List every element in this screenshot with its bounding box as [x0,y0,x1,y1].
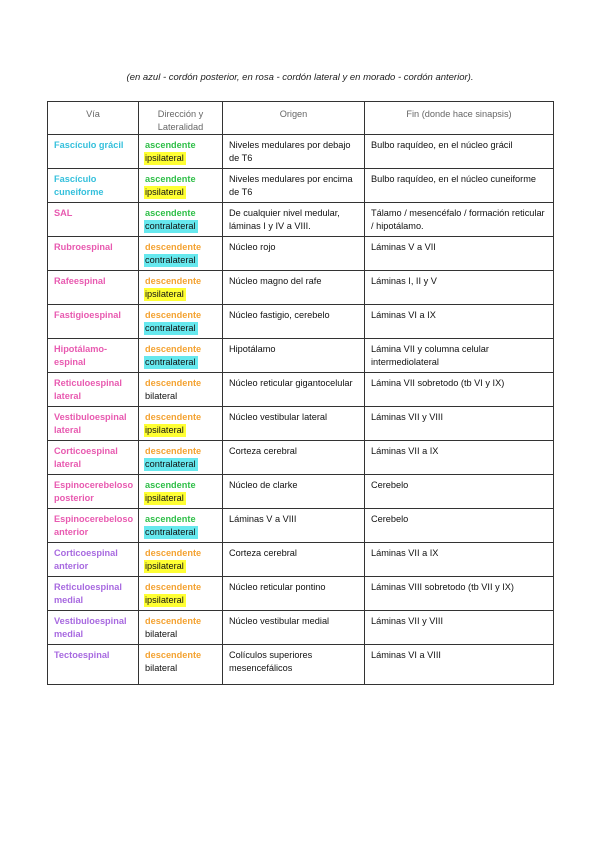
cell-fin: Cerebelo [365,475,554,509]
cell-via [48,271,139,305]
cell-fin: Lámina VII y columna celular intermediolateral [365,339,554,373]
laterality-label: ipsilateral [145,187,184,197]
table-row [48,203,554,237]
direction-label: descendente [145,412,202,422]
cell-direccion [139,135,223,169]
table-row [48,441,554,475]
cell-via [48,645,139,685]
via-name: Tectoespinal [54,650,110,660]
cell-via [48,339,139,373]
cell-direccion [139,237,223,271]
cell-direccion [139,611,223,645]
cell-fin: Láminas I, II y V [365,271,554,305]
table-row [48,135,554,169]
table-row [48,305,554,339]
via-name: Vestibuloespinal medial [54,616,127,639]
table-row [48,339,554,373]
via-name: Rafeespinal [54,276,106,286]
cell-origen: Núcleo vestibular lateral [223,407,365,441]
pathways-table [47,101,554,685]
cell-origen: Niveles medulares por encima de T6 [223,169,365,203]
table-row [48,169,554,203]
cell-origen: Núcleo reticular pontino [223,577,365,611]
cell-via [48,611,139,645]
via-name: Espinocerebeloso anterior [54,514,134,537]
cell-via [48,373,139,407]
laterality-label: contralateral [145,357,196,367]
cell-origen: Corteza cerebral [223,543,365,577]
cell-origen: Corteza cerebral [223,441,365,475]
table-row [48,475,554,509]
table-body [48,135,554,685]
via-name: Fascículo cuneiforme [54,174,104,197]
direction-label: ascendente [145,174,196,184]
laterality-label: ipsilateral [145,425,184,435]
cell-fin: Bulbo raquídeo, en el núcleo grácil [365,135,554,169]
cell-origen: Núcleo reticular gigantocelular [223,373,365,407]
cell-origen: Núcleo magno del rafe [223,271,365,305]
via-name: Fascículo grácil [54,140,124,150]
direction-label: ascendente [145,208,196,218]
cell-via [48,407,139,441]
laterality-label: ipsilateral [145,561,184,571]
laterality-label: ipsilateral [145,595,184,605]
cell-origen: Láminas V a VIII [223,509,365,543]
header-row [48,102,554,135]
via-name: Fastigioespinal [54,310,121,320]
laterality-label: ipsilateral [145,153,184,163]
cell-fin: Láminas V a VII [365,237,554,271]
cell-via [48,543,139,577]
cell-origen: Núcleo de clarke [223,475,365,509]
laterality-label: ipsilateral [145,289,184,299]
cell-origen: Núcleo rojo [223,237,365,271]
cell-direccion [139,509,223,543]
table-row [48,373,554,407]
cell-direccion [139,271,223,305]
cell-direccion [139,645,223,685]
table-row [48,577,554,611]
direction-label: descendente [145,616,202,626]
laterality-label: contralateral [145,255,196,265]
cell-direccion [139,441,223,475]
cell-direccion [139,373,223,407]
direction-label: descendente [145,276,202,286]
cell-direccion [139,339,223,373]
direction-label: descendente [145,650,202,660]
via-name: SAL [54,208,73,218]
cell-direccion [139,169,223,203]
cell-direccion [139,543,223,577]
header-direccion: Dirección y Lateralidad [139,102,223,135]
cell-origen: Núcleo vestibular medial [223,611,365,645]
direction-label: descendente [145,446,202,456]
table-row [48,543,554,577]
cell-fin: Bulbo raquídeo, en el núcleo cuneiforme [365,169,554,203]
cell-fin: Láminas VII a IX [365,441,554,475]
via-name: Reticuloespinal medial [54,582,122,605]
direction-label: descendente [145,310,202,320]
cell-fin: Láminas VII a IX [365,543,554,577]
via-name: Reticuloespinal lateral [54,378,122,401]
cell-fin: Cerebelo [365,509,554,543]
direction-label: ascendente [145,480,196,490]
direction-label: ascendente [145,514,196,524]
direction-label: descendente [145,242,202,252]
cell-fin: Tálamo / mesencéfalo / formación reticular / hipotálamo. [365,203,554,237]
via-name: Hipotálamo-espinal [54,344,108,367]
table-caption: (en azul - cordón posterior, en rosa - cordón lateral y en morado - cordón anterior). [126,72,474,83]
cell-fin: Láminas VIII sobretodo (tb VII y IX) [365,577,554,611]
cell-direccion [139,305,223,339]
cell-via [48,475,139,509]
cell-origen: Colículos superiores mesencefálicos [223,645,365,685]
laterality-label: ipsilateral [145,493,184,503]
table-row [48,271,554,305]
header-fin: Fin (donde hace sinapsis) [365,102,554,135]
cell-direccion [139,577,223,611]
cell-direccion [139,475,223,509]
table-row [48,611,554,645]
via-name: Espinocerebeloso posterior [54,480,134,503]
cell-via [48,441,139,475]
table-row [48,237,554,271]
cell-via [48,135,139,169]
laterality-label: bilateral [145,663,178,673]
cell-fin: Láminas VI a IX [365,305,554,339]
direction-label: descendente [145,582,202,592]
laterality-label: bilateral [145,391,178,401]
cell-fin: Láminas VII y VIII [365,611,554,645]
via-name: Vestibuloespinal lateral [54,412,127,435]
cell-via [48,237,139,271]
direction-label: descendente [145,548,202,558]
cell-via [48,169,139,203]
via-name: Rubroespinal [54,242,113,252]
cell-via [48,577,139,611]
cell-direccion [139,407,223,441]
cell-fin: Lámina VII sobretodo (tb VI y IX) [365,373,554,407]
cell-via [48,305,139,339]
table-row [48,509,554,543]
laterality-label: bilateral [145,629,178,639]
table-row [48,407,554,441]
cell-via [48,509,139,543]
table-row [48,645,554,685]
cell-origen: Hipotálamo [223,339,365,373]
direction-label: ascendente [145,140,196,150]
cell-origen: Núcleo fastigio, cerebelo [223,305,365,339]
cell-via [48,203,139,237]
header-via: Vía [48,102,139,135]
laterality-label: contralateral [145,221,196,231]
header-origen: Origen [223,102,365,135]
laterality-label: contralateral [145,527,196,537]
direction-label: descendente [145,344,202,354]
cell-fin: Láminas VII y VIII [365,407,554,441]
direction-label: descendente [145,378,202,388]
laterality-label: contralateral [145,323,196,333]
cell-origen: Niveles medulares por debajo de T6 [223,135,365,169]
cell-origen: De cualquier nivel medular, láminas I y IV a VIII. [223,203,365,237]
via-name: Corticoespinal anterior [54,548,118,571]
cell-fin: Láminas VI a VIII [365,645,554,685]
cell-direccion [139,203,223,237]
laterality-label: contralateral [145,459,196,469]
via-name: Corticoespinal lateral [54,446,118,469]
